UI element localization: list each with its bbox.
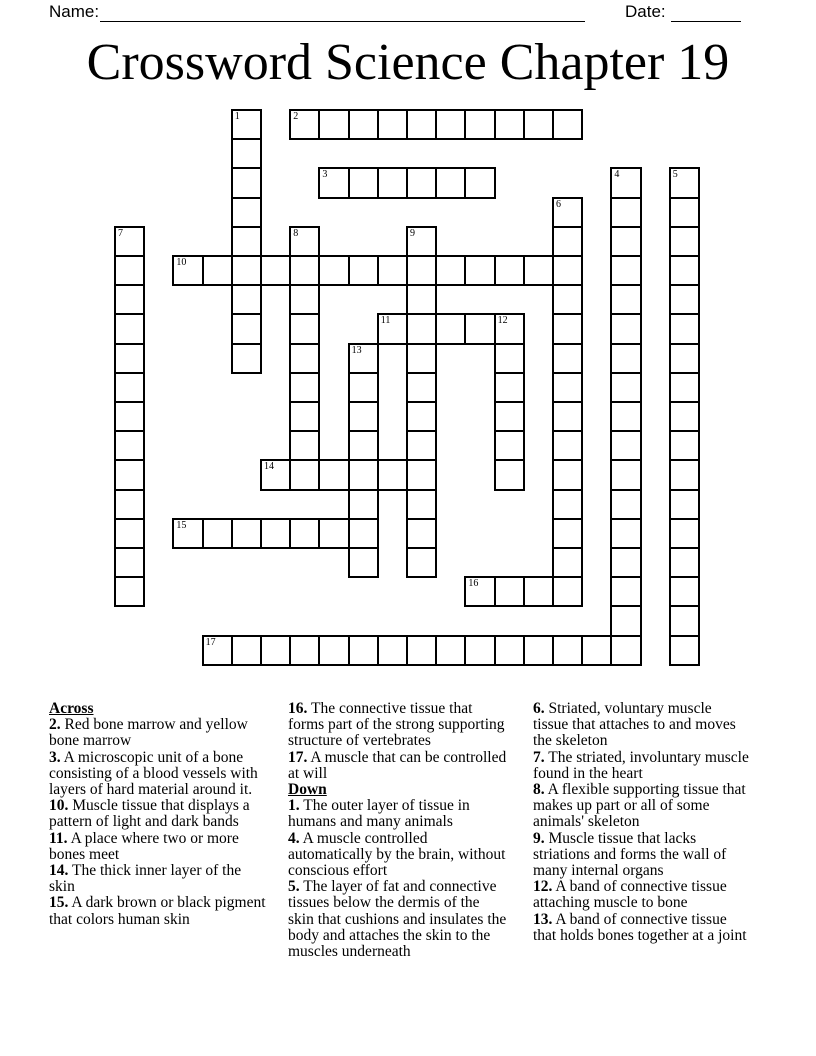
grid-cell-number: 15 <box>176 519 187 531</box>
across-header: Across <box>49 700 94 717</box>
grid-cell <box>348 167 379 198</box>
grid-cell <box>377 255 408 286</box>
grid-cell <box>289 635 320 666</box>
grid-cell <box>669 489 700 520</box>
grid-cell <box>406 226 437 257</box>
grid-cell <box>669 547 700 578</box>
grid-cell <box>610 401 641 432</box>
clue-7-down <box>533 750 749 782</box>
grid-cell <box>348 401 379 432</box>
grid-cell <box>552 547 583 578</box>
grid-cell <box>289 401 320 432</box>
clue-number: 16. <box>288 700 308 717</box>
grid-cell <box>231 255 262 286</box>
grid-cell <box>406 635 437 666</box>
grid-cell <box>610 255 641 286</box>
clue-number: 17. <box>288 748 308 766</box>
grid-cell <box>114 343 145 374</box>
grid-cell <box>610 313 641 344</box>
grid-cell <box>464 255 495 286</box>
grid-cell <box>289 255 320 286</box>
name-label: Name: <box>49 2 100 21</box>
grid-cell <box>494 635 525 666</box>
clue-column-1 <box>49 701 267 928</box>
clue-text: A microscopic unit of a bone consisting of a blood vessels with layers of hard material around it. <box>49 748 258 799</box>
grid-cell <box>610 518 641 549</box>
grid-cell <box>494 430 525 461</box>
grid-cell <box>552 489 583 520</box>
grid-cell <box>406 401 437 432</box>
clue-text: Muscle tissue that displays a pattern of light and dark bands <box>49 797 250 831</box>
grid-cell <box>318 167 349 198</box>
grid-cell <box>231 109 262 140</box>
grid-cell <box>114 518 145 549</box>
clue-number: 14. <box>49 862 69 880</box>
grid-cell <box>114 430 145 461</box>
grid-cell <box>348 255 379 286</box>
grid-cell <box>669 284 700 315</box>
grid-cell <box>494 576 525 607</box>
clue-column-3 <box>533 701 749 944</box>
clue-number: 2. <box>49 716 61 734</box>
grid-cell <box>610 226 641 257</box>
grid-cell <box>348 518 379 549</box>
clue-1-down <box>288 798 508 830</box>
grid-cell <box>494 313 525 344</box>
clue-13-down <box>533 912 749 944</box>
clue-number: 3. <box>49 748 61 766</box>
grid-cell <box>669 343 700 374</box>
grid-cell <box>231 197 262 228</box>
grid-cell <box>114 547 145 578</box>
grid-cell <box>552 226 583 257</box>
grid-cell <box>406 167 437 198</box>
grid-cell <box>552 401 583 432</box>
clue-text: A muscle that can be controlled at will <box>288 748 507 782</box>
clue-8-down <box>533 782 749 831</box>
grid-cell <box>231 138 262 169</box>
grid-cell <box>610 605 641 636</box>
grid-cell <box>260 518 291 549</box>
grid-cell-number: 8 <box>293 227 299 239</box>
grid-cell <box>669 401 700 432</box>
grid-cell <box>289 226 320 257</box>
grid-cell <box>552 459 583 490</box>
grid-cell-number: 5 <box>672 169 678 181</box>
clue-number: 10. <box>49 797 69 815</box>
grid-cell <box>406 284 437 315</box>
grid-cell <box>464 313 495 344</box>
grid-cell <box>114 226 145 257</box>
clue-number: 4. <box>288 829 300 847</box>
grid-cell-number: 17 <box>205 636 216 648</box>
grid-cell <box>406 313 437 344</box>
clue-12-down <box>533 879 749 911</box>
grid-cell <box>610 635 641 666</box>
grid-cell <box>406 459 437 490</box>
grid-cell-number: 6 <box>556 198 561 210</box>
grid-cell <box>435 167 466 198</box>
clue-14-across <box>49 863 267 895</box>
grid-cell <box>114 284 145 315</box>
date-write-line <box>671 21 741 22</box>
clue-9-down <box>533 831 749 880</box>
grid-cell-number: 3 <box>322 169 328 181</box>
name-write-line <box>100 21 585 22</box>
clue-number: 7. <box>533 748 545 766</box>
clue-16-across <box>288 701 508 750</box>
grid-cell <box>406 109 437 140</box>
grid-cell <box>172 518 203 549</box>
grid-cell-number: 9 <box>410 227 415 239</box>
grid-cell <box>435 255 466 286</box>
grid-cell <box>289 109 320 140</box>
clue-number: 8. <box>533 781 545 799</box>
clue-text: A band of connective tissue that holds bones together at a joint <box>533 910 747 944</box>
grid-cell-number: 10 <box>176 257 187 268</box>
grid-cell <box>114 576 145 607</box>
grid-cell <box>669 313 700 344</box>
grid-cell <box>202 255 233 286</box>
grid-cell <box>348 547 379 578</box>
clue-number: 13. <box>533 910 553 928</box>
clue-11-across <box>49 831 267 863</box>
page-title: Crossword Science Chapter 19 <box>86 34 730 91</box>
grid-cell-number: 11 <box>380 315 391 327</box>
grid-cell <box>610 489 641 520</box>
grid-cell <box>669 372 700 403</box>
grid-cell <box>348 343 379 374</box>
grid-cell <box>231 343 262 374</box>
clue-text: A place where two or more bones meet <box>49 829 239 863</box>
grid-cell <box>669 605 700 636</box>
grid-cell <box>464 635 495 666</box>
grid-cell <box>669 635 700 666</box>
date-label: Date: <box>625 2 666 21</box>
grid-cell <box>669 430 700 461</box>
clue-number: 5. <box>288 878 300 896</box>
clue-number: 6. <box>533 700 545 717</box>
grid-cell <box>231 635 262 666</box>
grid-cell <box>494 372 525 403</box>
grid-cell <box>231 284 262 315</box>
grid-cell <box>552 576 583 607</box>
grid-cell <box>610 372 641 403</box>
clue-text: Muscle tissue that lacks striations and forms the wall of many internal organs <box>533 829 727 880</box>
grid-cell-number: 7 <box>118 227 123 239</box>
clue-10-across <box>49 798 267 830</box>
grid-cell <box>406 430 437 461</box>
grid-cell <box>494 459 525 490</box>
clue-text: The outer layer of tissue in humans and many animals <box>288 797 470 831</box>
clue-2-across <box>49 717 267 749</box>
grid-cell <box>669 576 700 607</box>
clue-text: A muscle controlled automatically by the brain, without conscious effort <box>288 829 506 880</box>
grid-cell <box>348 635 379 666</box>
grid-cell <box>669 459 700 490</box>
grid-cell <box>464 109 495 140</box>
grid-cell <box>318 459 349 490</box>
grid-cell <box>669 226 700 257</box>
grid-cell <box>289 430 320 461</box>
grid-cell <box>231 518 262 549</box>
grid-cell <box>610 547 641 578</box>
grid-cell <box>610 167 641 198</box>
grid-cell <box>377 635 408 666</box>
grid-cell <box>114 401 145 432</box>
grid-cell <box>581 635 612 666</box>
grid-cell <box>552 255 583 286</box>
clue-number: 9. <box>533 829 545 847</box>
grid-cell <box>494 401 525 432</box>
grid-cell <box>114 489 145 520</box>
clue-text: The striated, involuntary muscle found in the heart <box>533 748 749 782</box>
grid-cell <box>669 518 700 549</box>
clue-17-across <box>288 750 508 782</box>
grid-cell <box>610 284 641 315</box>
grid-cell <box>552 109 583 140</box>
grid-cell <box>289 459 320 490</box>
clue-text: A dark brown or black pigment that colors human skin <box>49 894 266 928</box>
grid-cell <box>552 284 583 315</box>
grid-cell <box>231 167 262 198</box>
clue-text: Striated, voluntary muscle tissue that attaches to and moves the skeleton <box>533 700 736 750</box>
grid-cell <box>289 372 320 403</box>
grid-cell <box>610 576 641 607</box>
grid-cell <box>348 430 379 461</box>
grid-cell <box>114 255 145 286</box>
grid-cell <box>348 459 379 490</box>
grid-cell <box>610 459 641 490</box>
grid-cell <box>552 635 583 666</box>
grid-cell <box>377 313 408 344</box>
clue-text: A flexible supporting tissue that makes up part or all of some animals' skeleton <box>533 781 746 831</box>
clue-text: Red bone marrow and yellow bone marrow <box>49 716 248 750</box>
grid-cell <box>260 459 291 490</box>
grid-cell <box>464 167 495 198</box>
grid-cell <box>669 197 700 228</box>
grid-cell-number: 13 <box>351 344 362 356</box>
grid-cell <box>610 430 641 461</box>
grid-cell <box>260 635 291 666</box>
grid-cell <box>494 343 525 374</box>
grid-cell <box>377 459 408 490</box>
grid-cell <box>289 343 320 374</box>
grid-cell <box>552 197 583 228</box>
grid-cell <box>435 313 466 344</box>
grid-cell <box>406 343 437 374</box>
grid-cell <box>289 518 320 549</box>
grid-cell <box>260 255 291 286</box>
grid-cell <box>494 109 525 140</box>
grid-cell <box>406 372 437 403</box>
clue-text: A band of connective tissue attaching muscle to bone <box>533 878 727 912</box>
grid-cell <box>231 226 262 257</box>
grid-cell <box>348 372 379 403</box>
grid-cell <box>114 313 145 344</box>
grid-cell <box>114 372 145 403</box>
grid-cell <box>202 635 233 666</box>
grid-cell <box>523 255 554 286</box>
grid-cell <box>552 430 583 461</box>
grid-cell <box>231 313 262 344</box>
grid-cell-number: 4 <box>614 169 620 181</box>
grid-cell <box>318 635 349 666</box>
grid-cell <box>669 167 700 198</box>
down-header: Down <box>288 781 327 799</box>
grid-cell <box>523 635 554 666</box>
clue-text: The layer of fat and connective tissues below the dermis of the skin that cushions and insulates the body and attaches the skin to the muscles underneath <box>288 878 507 961</box>
grid-cell <box>202 518 233 549</box>
grid-cell <box>552 313 583 344</box>
clue-15-across <box>49 895 267 927</box>
grid-cell <box>289 284 320 315</box>
grid-cell-number: 14 <box>264 461 274 473</box>
crossword-grid <box>115 110 699 665</box>
clue-4-down <box>288 831 508 880</box>
grid-cell <box>435 635 466 666</box>
grid-cell-number: 12 <box>497 315 508 327</box>
grid-cell <box>464 576 495 607</box>
grid-cell <box>114 459 145 490</box>
clue-3-across <box>49 750 267 799</box>
grid-cell <box>406 518 437 549</box>
grid-cell <box>318 255 349 286</box>
grid-cell <box>289 313 320 344</box>
grid-cell <box>552 518 583 549</box>
clue-number: 11. <box>49 829 68 847</box>
grid-cell <box>406 547 437 578</box>
clue-number: 15. <box>49 894 69 912</box>
grid-cell <box>406 255 437 286</box>
grid-cell <box>552 343 583 374</box>
clue-number: 12. <box>533 878 553 896</box>
grid-cell <box>377 109 408 140</box>
grid-cell <box>377 167 408 198</box>
grid-cell <box>669 255 700 286</box>
clue-5-down <box>288 879 508 960</box>
clue-number: 1. <box>288 797 300 815</box>
grid-cell <box>348 489 379 520</box>
grid-cell <box>610 343 641 374</box>
clue-6-down <box>533 701 749 750</box>
grid-cell <box>494 255 525 286</box>
grid-cell-number: 1 <box>234 111 240 122</box>
clue-text: The connective tissue that forms part of the strong supporting structure of vertebrates <box>288 700 505 750</box>
grid-cell <box>318 109 349 140</box>
grid-cell <box>318 518 349 549</box>
grid-cell <box>435 109 466 140</box>
grid-cell <box>172 255 203 286</box>
grid-cell <box>552 372 583 403</box>
clue-text: The thick inner layer of the skin <box>49 862 242 896</box>
grid-cell <box>406 489 437 520</box>
grid-cell-number: 2 <box>293 111 299 122</box>
grid-cell <box>523 576 554 607</box>
grid-cell <box>523 109 554 140</box>
grid-cell <box>348 109 379 140</box>
clue-column-2 <box>288 701 508 960</box>
grid-cell-number: 16 <box>468 578 479 590</box>
grid-cell <box>610 197 641 228</box>
